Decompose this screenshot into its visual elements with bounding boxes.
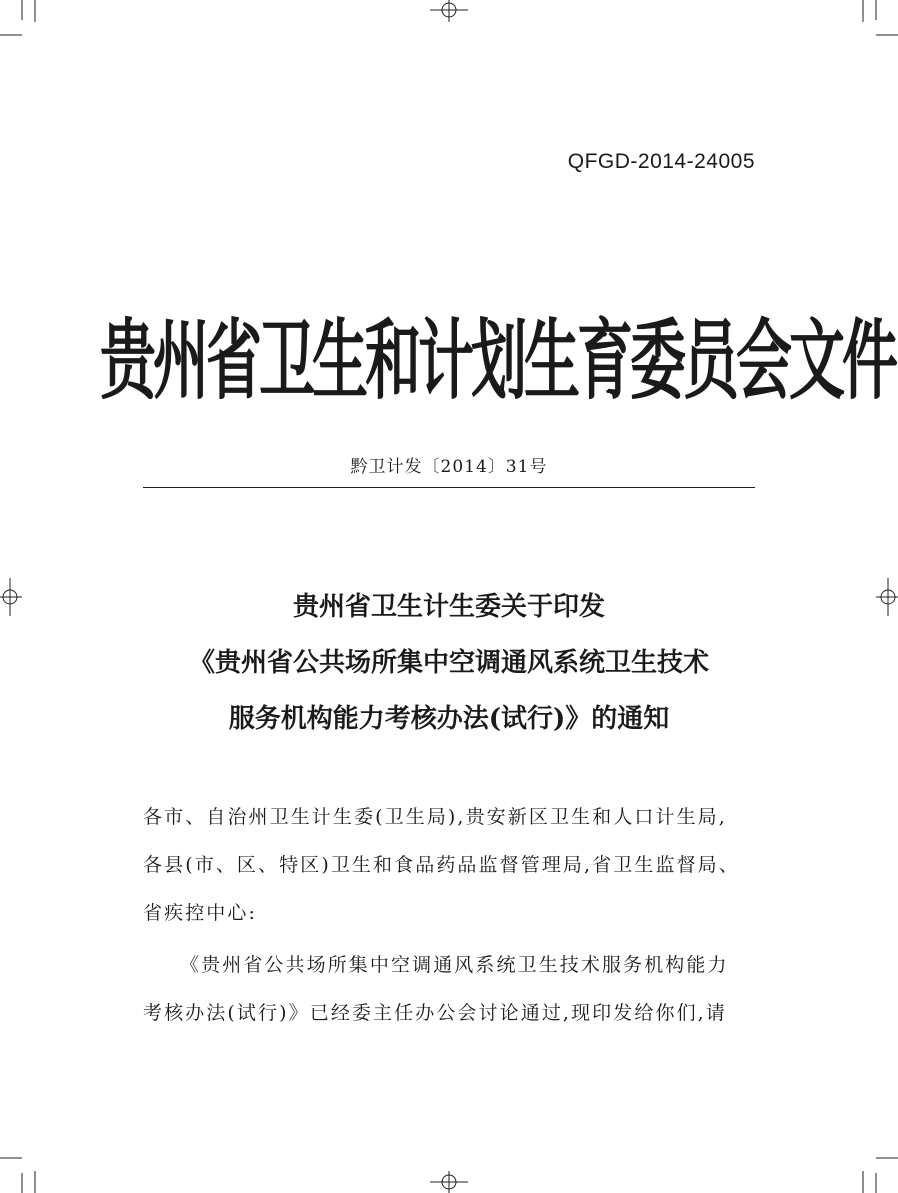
- body-paragraph-line-1: 《贵州省公共场所集中空调通风系统卫生技术服务机构能力: [180, 954, 729, 976]
- document-code: QFGD-2014-24005: [567, 150, 755, 173]
- registration-mark-bottom: [426, 1170, 472, 1193]
- registration-mark-left: [0, 574, 24, 620]
- recipients-line-2: 各县(市、区、特区)卫生和食品药品监督管理局,省卫生监督局、: [143, 854, 740, 876]
- recipients-line-1: 各市、自治州卫生计生委(卫生局),贵安新区卫生和人口计生局,: [143, 806, 727, 828]
- notice-title-line-1: 贵州省卫生计生委关于印发: [292, 592, 605, 622]
- crop-mark-top-right: [838, 0, 898, 45]
- notice-title-line-2: 《贵州省公共场所集中空调通风系统卫生技术: [188, 648, 709, 678]
- crop-mark-bottom-left: [0, 1148, 60, 1193]
- crop-mark-bottom-right: [838, 1148, 898, 1193]
- recipients-line-3: 省疾控中心:: [143, 902, 258, 924]
- body-paragraph-line-2: 考核办法(试行)》已经委主任办公会讨论通过,现印发给你们,请: [143, 1002, 727, 1024]
- notice-title-line-3: 服务机构能力考核办法(试行)》的通知: [228, 704, 670, 734]
- issue-number: 黔卫计发〔2014〕31号: [350, 457, 548, 477]
- header-divider: [143, 487, 755, 488]
- masthead-title: 贵州省卫生和计划生育委员会文件: [100, 309, 895, 413]
- registration-mark-top: [426, 0, 472, 24]
- registration-mark-right: [874, 574, 898, 620]
- crop-mark-top-left: [0, 0, 60, 45]
